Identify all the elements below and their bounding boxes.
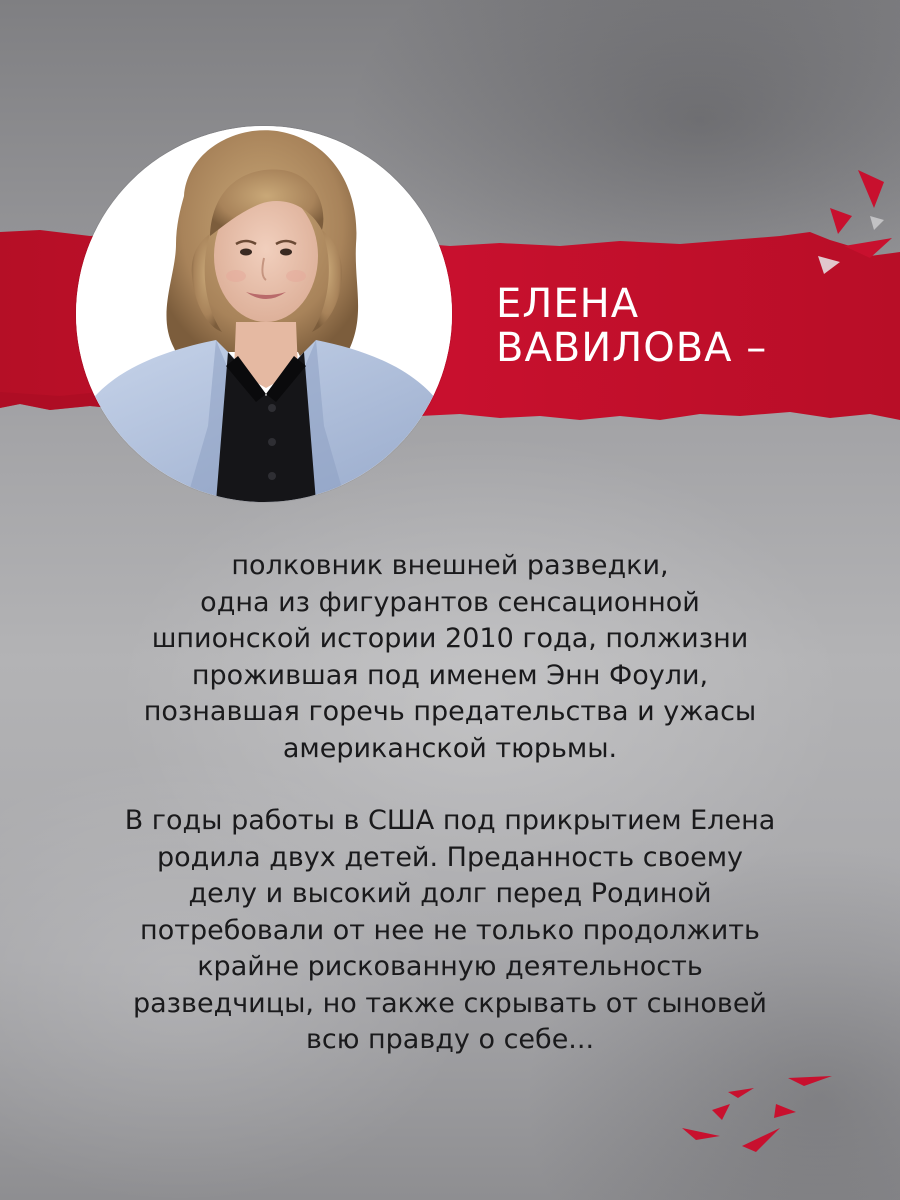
paragraph-1 (40, 548, 860, 767)
text-line: разведчицы, но также скрывать от сыновей (133, 987, 767, 1019)
text-line: познавшая горечь предательства и ужасы (143, 696, 757, 727)
text-line: всю правду о себе... (305, 1024, 595, 1055)
text-line: родила двух детей. Преданность своему (156, 841, 744, 873)
name-line-2: ВАВИЛОВА – (496, 325, 768, 371)
text-line: потребовали от нее не только продолжить (140, 914, 760, 946)
text-line: американской тюрьмы. (282, 732, 618, 764)
text-line: шпионской истории 2010 года, полжизни (151, 623, 749, 654)
text-line: делу и высокий долг перед Родиной (188, 878, 712, 909)
text-line: крайне рискованную деятельность (197, 951, 703, 982)
text-line: одна из фигурантов сенсационной (200, 586, 700, 618)
person-name-heading (496, 282, 856, 370)
name-line-1: ЕЛЕНА (496, 281, 640, 327)
red-shards-decoration-top (800, 160, 900, 280)
text-line: В годы работы в США под прикрытием Елена (124, 805, 776, 836)
red-shards-decoration-bottom (676, 1070, 846, 1160)
biography-text (40, 548, 860, 1059)
text-line: полковник внешней разведки, (231, 550, 669, 581)
paragraph-2 (40, 803, 860, 1059)
text-line: прожившая под именем Энн Фоули, (191, 659, 709, 691)
woman-portrait-icon (76, 126, 452, 502)
portrait-photo (76, 126, 452, 502)
